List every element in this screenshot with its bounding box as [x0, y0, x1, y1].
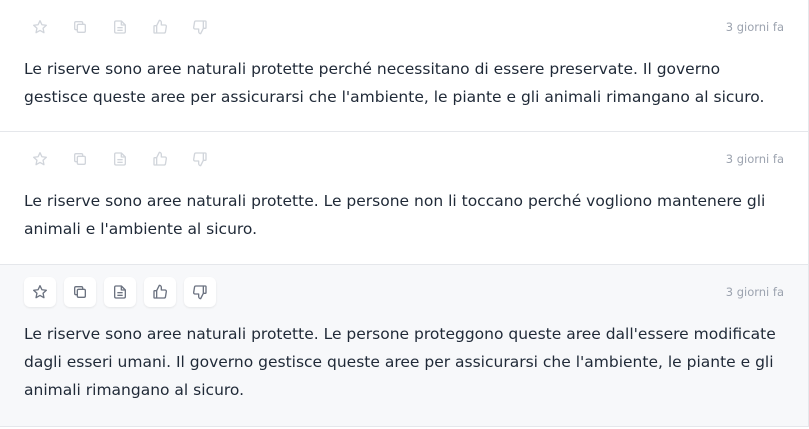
favorite-button[interactable]	[24, 144, 56, 174]
copy-icon	[72, 284, 88, 300]
document-button[interactable]	[104, 144, 136, 174]
message-toolbar	[24, 12, 784, 42]
copy-button[interactable]	[64, 12, 96, 42]
copy-button[interactable]	[64, 144, 96, 174]
favorite-button[interactable]	[24, 277, 56, 307]
message-text: Le riserve sono aree naturali protette. Le persone proteggono queste aree dall'essere modificate dagli esseri umani. Il governo gestisce queste aree per assicurarsi che l'ambiente, le piante e gli animali rimangano al sicuro.	[24, 325, 776, 399]
thumbs-up-icon	[152, 284, 168, 300]
star-icon	[32, 19, 48, 35]
favorite-button[interactable]	[24, 12, 56, 42]
thumbs-down-button[interactable]	[184, 12, 216, 42]
message-text: Le riserve sono aree naturali protette perché necessitano di essere preservate. Il governo gestisce queste aree per assicurarsi che l'ambiente, le piante e gli animali rimangano al sicuro.	[24, 60, 765, 106]
document-icon	[112, 284, 128, 300]
message-text: Le riserve sono aree naturali protette. Le persone non li toccano perché vogliono mantenere gli animali e l'ambiente al sicuro.	[24, 192, 766, 238]
document-icon	[112, 19, 128, 35]
document-icon	[112, 151, 128, 167]
thumbs-down-button[interactable]	[184, 144, 216, 174]
thumbs-up-icon	[152, 151, 168, 167]
copy-icon	[72, 151, 88, 167]
thumbs-up-button[interactable]	[144, 144, 176, 174]
message-timestamp: 3 giorni fa	[725, 152, 784, 166]
message-toolbar	[24, 144, 784, 174]
thumbs-up-button[interactable]	[144, 12, 176, 42]
thumbs-up-button[interactable]	[144, 277, 176, 307]
copy-icon	[72, 19, 88, 35]
message-card	[0, 0, 809, 132]
copy-button[interactable]	[64, 277, 96, 307]
document-button[interactable]	[104, 277, 136, 307]
star-icon	[32, 284, 48, 300]
message-timestamp: 3 giorni fa	[725, 20, 784, 34]
thumbs-up-icon	[152, 19, 168, 35]
thumbs-down-icon	[192, 151, 208, 167]
message-card	[0, 132, 809, 265]
message-toolbar	[24, 277, 784, 307]
thumbs-down-icon	[192, 19, 208, 35]
message-timestamp: 3 giorni fa	[725, 285, 784, 299]
message-card	[0, 265, 809, 427]
thumbs-down-button[interactable]	[184, 277, 216, 307]
star-icon	[32, 151, 48, 167]
thumbs-down-icon	[192, 284, 208, 300]
document-button[interactable]	[104, 12, 136, 42]
